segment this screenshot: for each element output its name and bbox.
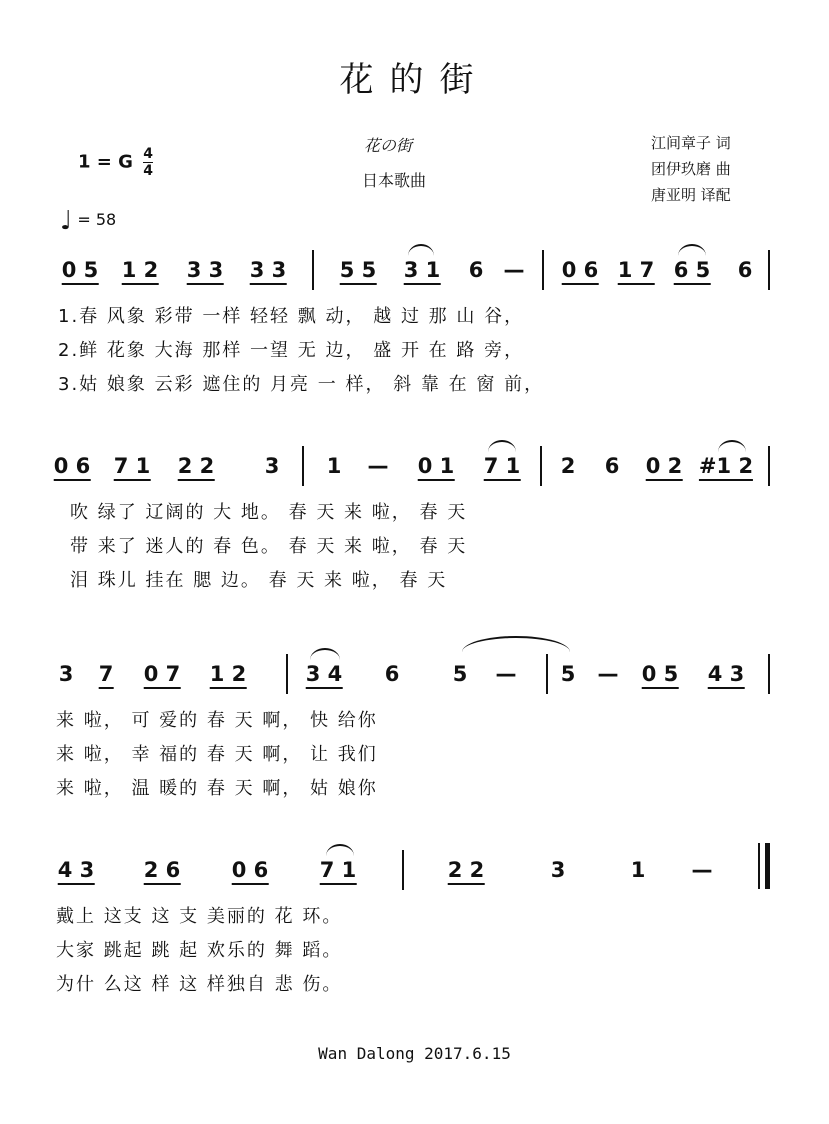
tie-mark [310, 648, 340, 660]
credit-composer: 团伊玖磨 曲 [651, 160, 731, 178]
note: 6 [604, 454, 620, 478]
lyric-line: 戴上 这支 这 支 美丽的 花 环。 [56, 906, 343, 927]
note: 6 [737, 258, 753, 282]
note: 3 [58, 662, 74, 686]
final-bar-thick [765, 843, 770, 889]
note-group: 2 2 [448, 858, 485, 885]
time-denominator: 4 [143, 163, 153, 179]
note-group: 7 1 [484, 454, 521, 481]
note-group: 3 3 [187, 258, 224, 285]
tie-mark [488, 440, 516, 452]
lyric-line: 1.春 风象 彩带 一样 轻轻 飘 动， 越 过 那 山 谷， [58, 306, 525, 327]
note-group: 0 5 [62, 258, 99, 285]
bar-line [768, 654, 770, 694]
note-group: 6 5 [674, 258, 711, 285]
lyric-line: 带 来了 迷人的 春 色。 春 天 来 啦， 春 天 [70, 536, 468, 557]
time-numerator: 4 [143, 146, 153, 162]
lyric-line: 2.鲜 花象 大海 那样 一望 无 边， 盛 开 在 路 旁， [58, 340, 525, 361]
song-title: 花的街 [339, 60, 490, 100]
tie-mark [462, 636, 570, 652]
score-row-3 [0, 662, 829, 702]
note-group: 7 [99, 662, 114, 689]
note-group: 3 4 [306, 662, 343, 689]
lyric-line: 吹 绿了 辽阔的 大 地。 春 天 来 啦， 春 天 [70, 502, 468, 523]
score-row-2 [0, 454, 829, 494]
lyric-line: 大家 跳起 跳 起 欢乐的 舞 蹈。 [56, 940, 343, 961]
bar-line [302, 446, 304, 486]
note: 5 [560, 662, 576, 686]
tie-mark [326, 844, 354, 856]
tempo-marking [60, 206, 116, 236]
note-group: 5 5 [340, 258, 377, 285]
tie-mark [718, 440, 746, 452]
note-group: 4 3 [58, 858, 95, 885]
time-signature [143, 146, 153, 179]
note-group: 3 3 [250, 258, 287, 285]
lyric-line: 3.姑 娘象 云彩 遮住的 月亮 一 样， 斜 靠 在 窗 前， [58, 374, 545, 395]
note: 6 [384, 662, 400, 686]
note-group: 0 7 [144, 662, 181, 689]
note-group: 0 6 [232, 858, 269, 885]
note: 1 [326, 454, 342, 478]
bar-line [546, 654, 548, 694]
lyric-line: 来 啦， 可 爱的 春 天 啊， 快 给你 [56, 710, 378, 731]
lyric-line: 为什 么这 样 这 样独自 悲 伤。 [56, 974, 343, 995]
tie-mark [408, 244, 434, 256]
note: 5 [452, 662, 468, 686]
footer-signature: Wan Dalong 2017.6.15 [318, 1044, 511, 1063]
note-group: 3 1 [404, 258, 441, 285]
final-bar-thin [758, 843, 760, 889]
note-group: #1 2 [699, 454, 753, 481]
note: 3 [550, 858, 566, 882]
tempo-value: = 58 [77, 210, 117, 229]
quarter-note-icon: ♩ [60, 206, 73, 236]
note-group: 7 1 [114, 454, 151, 481]
lyric-line: 泪 珠儿 挂在 腮 边。 春 天 来 啦， 春 天 [70, 570, 448, 591]
japanese-title: 花の街 [364, 136, 413, 155]
bar-line [768, 250, 770, 290]
dash: — [495, 662, 517, 686]
note-group: 2 2 [178, 454, 215, 481]
note-group: 0 5 [642, 662, 679, 689]
dash: — [691, 858, 713, 882]
note-group: 1 2 [210, 662, 247, 689]
lyric-line: 来 啦， 温 暖的 春 天 啊， 姑 娘你 [56, 778, 378, 799]
note-group: 0 1 [418, 454, 455, 481]
bar-line [768, 446, 770, 486]
note: 1 [630, 858, 646, 882]
dash: — [503, 258, 525, 282]
lyric-line: 来 啦， 幸 福的 春 天 啊， 让 我们 [56, 744, 378, 765]
dash: — [597, 662, 619, 686]
note-group: 1 2 [122, 258, 159, 285]
bar-line [312, 250, 314, 290]
bar-line [402, 850, 404, 890]
note-group: 4 3 [708, 662, 745, 689]
note: 3 [264, 454, 280, 478]
note-group: 2 6 [144, 858, 181, 885]
score-row-1 [0, 258, 829, 298]
bar-line [286, 654, 288, 694]
tie-mark [678, 244, 706, 256]
note-group: 7 1 [320, 858, 357, 885]
genre-label: 日本歌曲 [362, 171, 427, 190]
key-signature [78, 146, 153, 179]
note: 6 [468, 258, 484, 282]
credit-translator: 唐亚明 译配 [651, 186, 731, 204]
key-label: 1 = G [78, 151, 133, 173]
bar-line [540, 446, 542, 486]
dash: — [367, 454, 389, 478]
note-group: 0 2 [646, 454, 683, 481]
note-group: 1 7 [618, 258, 655, 285]
credit-lyricist: 江间章子 词 [651, 134, 731, 152]
note-group: 0 6 [54, 454, 91, 481]
note: 2 [560, 454, 576, 478]
score-row-4 [0, 858, 829, 898]
note-group: 0 6 [562, 258, 599, 285]
bar-line [542, 250, 544, 290]
